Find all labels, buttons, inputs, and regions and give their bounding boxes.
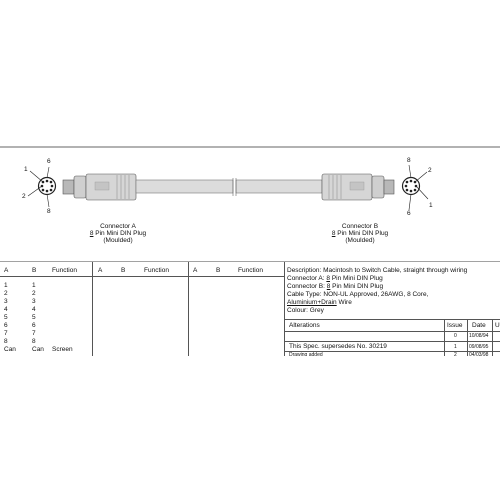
pin-b: 7 xyxy=(32,330,36,337)
pin-a: 2 xyxy=(4,290,8,297)
alterations-header: Date xyxy=(472,322,486,329)
table-row xyxy=(0,338,92,346)
connector-b-note: (Moulded) xyxy=(345,237,375,244)
connector-b-title: Connector B xyxy=(341,223,379,230)
connector-b-plug xyxy=(322,174,394,200)
pin-label: 1 xyxy=(24,166,28,173)
spec-wire: Aluminium+Drain Wire xyxy=(287,299,352,306)
spec-connector-a: Connector A: 8 Pin Mini DIN Plug xyxy=(287,275,383,282)
alterations-header: Issue xyxy=(447,322,463,329)
connector-b-face xyxy=(403,165,429,210)
pin-b: 3 xyxy=(32,298,36,305)
pin-a: 7 xyxy=(4,330,8,337)
pin-a: 3 xyxy=(4,298,8,305)
alteration-text: Drawing added xyxy=(289,352,323,356)
table-row xyxy=(0,314,92,322)
table-row xyxy=(0,322,92,330)
spec-connector-b: Connector B: 8 Pin Mini DIN Plug xyxy=(287,283,384,290)
wiring-header: A xyxy=(193,267,198,274)
alteration-issue: 0 xyxy=(454,333,457,339)
alteration-issue: 1 xyxy=(454,344,457,350)
pin-label: 1 xyxy=(429,202,433,209)
connector-b-type: 8 Pin Mini DIN Plug xyxy=(331,230,389,237)
pin-a: 8 xyxy=(4,338,8,345)
spec-description: Description: Macintosh to Switch Cable, straight through wiring xyxy=(287,267,468,274)
pin-b: Can xyxy=(32,346,44,353)
wiring-header: Function xyxy=(144,267,169,274)
pin-a: 6 xyxy=(4,322,8,329)
wiring-header: B xyxy=(216,267,221,274)
wiring-header: Function xyxy=(238,267,263,274)
pin-label: 8 xyxy=(47,208,51,215)
table-row xyxy=(0,290,92,298)
alteration-date: 04/03/98 xyxy=(469,352,489,356)
pin-label: 6 xyxy=(47,158,51,165)
pin-label: 2 xyxy=(428,167,432,174)
alterations-header: Alterations xyxy=(289,322,320,329)
pin-label: 8 xyxy=(407,157,411,164)
pin-b: 6 xyxy=(32,322,36,329)
wiring-header: B xyxy=(32,267,37,274)
connector-a-note: (Moulded) xyxy=(103,237,133,244)
connector-a-type: 8 Pin Mini DIN Plug xyxy=(89,230,147,237)
wiring-header: A xyxy=(4,267,9,274)
cable-body xyxy=(136,178,322,196)
connector-b-caption xyxy=(320,223,400,244)
wiring-header: A xyxy=(98,267,103,274)
spec-cable-type: Cable Type: NON-UL Approved, 26AWG, 8 Core, xyxy=(287,291,429,298)
table-row xyxy=(0,298,92,306)
connector-a-title: Connector A xyxy=(100,223,136,230)
pin-label: 6 xyxy=(407,210,411,217)
pin-b: 4 xyxy=(32,306,36,313)
pin-a: Can xyxy=(4,346,16,353)
table-row xyxy=(0,282,92,290)
pin-b: 1 xyxy=(32,282,36,289)
alterations-row-clipped xyxy=(284,352,500,356)
alteration-text: This Spec. supersedes No. 30219 xyxy=(289,343,387,350)
pin-b: 5 xyxy=(32,314,36,321)
pin-function: Screen xyxy=(52,346,73,353)
spec-colour: Colour: Grey xyxy=(287,307,324,314)
alteration-issue: 2 xyxy=(454,352,457,356)
alterations-header: U xyxy=(495,322,500,329)
pin-a: 5 xyxy=(4,314,8,321)
table-row xyxy=(0,306,92,314)
table-row xyxy=(0,330,92,338)
alteration-date: 10/08/94 xyxy=(469,333,489,339)
pin-a: 4 xyxy=(4,306,8,313)
connector-a-face xyxy=(28,167,56,207)
pin-b: 2 xyxy=(32,290,36,297)
connector-a-plug xyxy=(63,174,136,200)
alteration-date: 09/08/95 xyxy=(469,344,489,350)
pin-a: 1 xyxy=(4,282,8,289)
pin-label: 2 xyxy=(22,193,26,200)
wiring-header: Function xyxy=(52,267,77,274)
wiring-header: B xyxy=(121,267,126,274)
pin-b: 8 xyxy=(32,338,36,345)
connector-a-caption xyxy=(78,223,158,244)
table-row xyxy=(0,346,92,354)
